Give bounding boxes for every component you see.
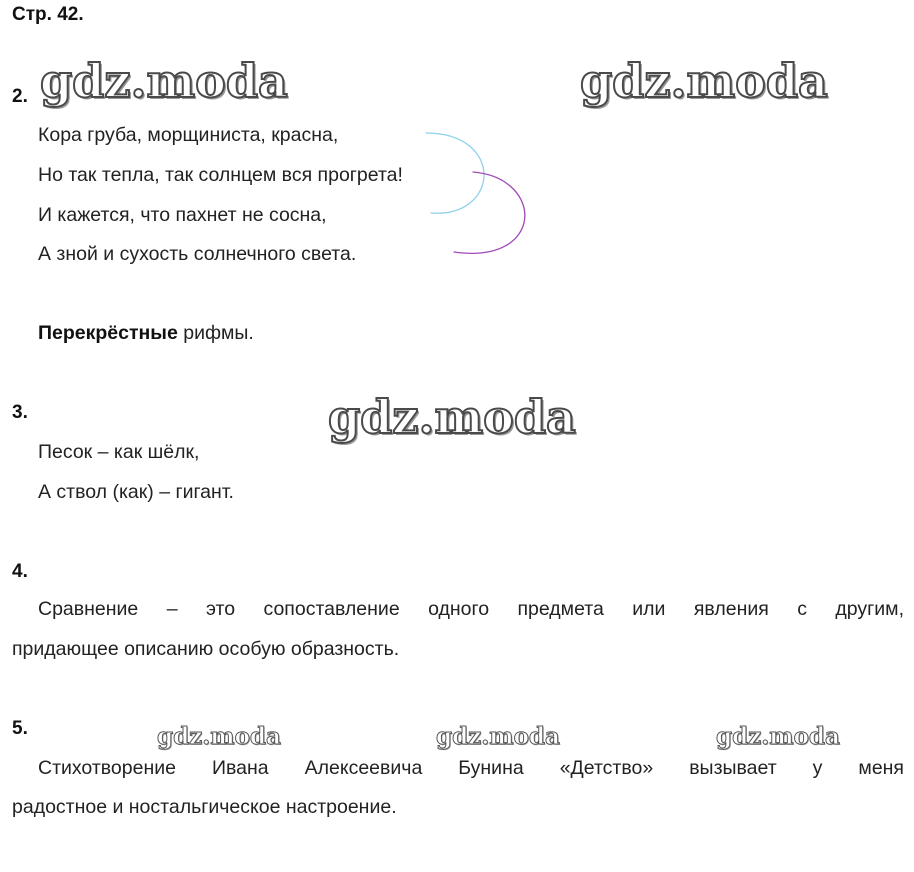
poem-line-3: И кажется, что пахнет не сосна, (38, 204, 327, 226)
task3-line-1: Песок – как шёлк, (38, 441, 200, 463)
task5-line-2: радостное и ностальгическое настроение. (12, 796, 397, 818)
task4-number: 4. (12, 561, 28, 582)
rhyme-answer-rest: рифмы. (177, 322, 254, 344)
watermark: gdz.moda (328, 390, 576, 444)
watermark: gdz.moda (436, 723, 560, 750)
task2-number: 2. (12, 86, 28, 107)
task4-line-2: придающее описанию особую образность. (12, 638, 400, 660)
watermark: gdz.moda (157, 723, 281, 750)
poem-line-4: А зной и сухость солнечного света. (38, 243, 357, 265)
task5-line-1: Стихотворение Ивана Алексеевича Бунина «Детство» вызывает у меня (38, 757, 904, 779)
task5-number: 5. (12, 718, 28, 739)
rhyme-answer (38, 322, 254, 345)
page-title: Стр. 42. (12, 4, 84, 25)
watermark: gdz.moda (716, 723, 840, 750)
rhyme-arc-1 (426, 133, 484, 213)
poem-line-1: Кора груба, морщиниста, красна, (38, 124, 339, 146)
watermark: gdz.moda (40, 54, 288, 108)
task3-line-2: А ствол (как) – гигант. (38, 481, 234, 503)
poem-line-2: Но так тепла, так солнцем вся прогрета! (38, 164, 403, 186)
rhyme-answer-bold: Перекрёстные (38, 322, 178, 344)
rhyme-arc-2 (454, 172, 525, 253)
watermark: gdz.moda (580, 54, 828, 108)
task3-number: 3. (12, 402, 28, 423)
task4-line-1: Сравнение – это сопоставление одного предмета или явления с другим, (38, 598, 904, 620)
